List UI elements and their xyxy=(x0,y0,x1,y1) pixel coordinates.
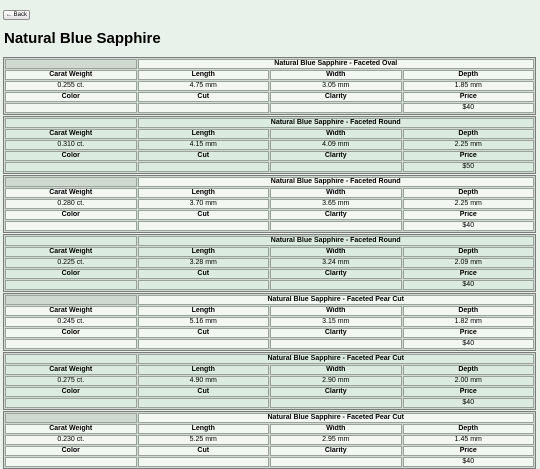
width-header: Width xyxy=(270,188,402,198)
stone-listing xyxy=(3,411,536,469)
length-header: Length xyxy=(138,306,270,316)
cut-value xyxy=(138,221,270,231)
page-title: Natural Blue Sapphire xyxy=(4,30,161,47)
stone-title: Natural Blue Sapphire - Faceted Oval xyxy=(138,59,535,69)
cut-header: Cut xyxy=(138,269,270,279)
depth-value: 2.25 mm xyxy=(403,140,535,150)
price-value: $40 xyxy=(403,103,535,113)
length-header: Length xyxy=(138,129,270,139)
clarity-value xyxy=(270,162,402,172)
color-header: Color xyxy=(5,92,137,102)
price-header: Price xyxy=(403,446,535,456)
depth-header: Depth xyxy=(403,365,535,375)
price-header: Price xyxy=(403,269,535,279)
stone-title: Natural Blue Sapphire - Faceted Pear Cut xyxy=(138,413,535,423)
length-value: 3.70 mm xyxy=(138,199,270,209)
length-value: 4.75 mm xyxy=(138,81,270,91)
color-header: Color xyxy=(5,446,137,456)
cut-value xyxy=(138,280,270,290)
clarity-header: Clarity xyxy=(270,446,402,456)
cut-header: Cut xyxy=(138,328,270,338)
color-value xyxy=(5,103,137,113)
width-header: Width xyxy=(270,70,402,80)
length-value: 4.15 mm xyxy=(138,140,270,150)
stone-listing xyxy=(3,57,536,115)
price-value: $40 xyxy=(403,280,535,290)
carat-weight-header: Carat Weight xyxy=(5,247,137,257)
cut-header: Cut xyxy=(138,92,270,102)
length-header: Length xyxy=(138,70,270,80)
carat-weight-header: Carat Weight xyxy=(5,424,137,434)
depth-value: 2.25 mm xyxy=(403,199,535,209)
carat-weight-header: Carat Weight xyxy=(5,365,137,375)
price-value: $40 xyxy=(403,221,535,231)
price-header: Price xyxy=(403,328,535,338)
cut-header: Cut xyxy=(138,387,270,397)
depth-header: Depth xyxy=(403,424,535,434)
depth-header: Depth xyxy=(403,306,535,316)
carat-weight-value: 0.245 ct. xyxy=(5,317,137,327)
length-header: Length xyxy=(138,424,270,434)
title-spacer-cell xyxy=(5,354,137,364)
depth-value: 2.00 mm xyxy=(403,376,535,386)
carat-weight-header: Carat Weight xyxy=(5,129,137,139)
clarity-value xyxy=(270,103,402,113)
cut-value xyxy=(138,339,270,349)
stone-title: Natural Blue Sapphire - Faceted Pear Cut xyxy=(138,354,535,364)
width-value: 2.90 mm xyxy=(270,376,402,386)
clarity-header: Clarity xyxy=(270,92,402,102)
clarity-header: Clarity xyxy=(270,210,402,220)
carat-weight-header: Carat Weight xyxy=(5,306,137,316)
carat-weight-value: 0.280 ct. xyxy=(5,199,137,209)
color-value xyxy=(5,221,137,231)
title-spacer-cell xyxy=(5,413,137,423)
clarity-value xyxy=(270,339,402,349)
stone-title: Natural Blue Sapphire - Faceted Round xyxy=(138,118,535,128)
cut-header: Cut xyxy=(138,210,270,220)
price-header: Price xyxy=(403,387,535,397)
title-spacer-cell xyxy=(5,295,137,305)
stone-title: Natural Blue Sapphire - Faceted Round xyxy=(138,177,535,187)
clarity-value xyxy=(270,398,402,408)
width-header: Width xyxy=(270,365,402,375)
cut-header: Cut xyxy=(138,446,270,456)
price-header: Price xyxy=(403,151,535,161)
stone-title: Natural Blue Sapphire - Faceted Pear Cut xyxy=(138,295,535,305)
color-value xyxy=(5,457,137,467)
depth-value: 2.09 mm xyxy=(403,258,535,268)
carat-weight-header: Carat Weight xyxy=(5,188,137,198)
clarity-value xyxy=(270,221,402,231)
clarity-header: Clarity xyxy=(270,151,402,161)
carat-weight-value: 0.255 ct. xyxy=(5,81,137,91)
clarity-header: Clarity xyxy=(270,269,402,279)
carat-weight-value: 0.230 ct. xyxy=(5,435,137,445)
stone-listing xyxy=(3,293,536,351)
depth-value: 1.85 mm xyxy=(403,81,535,91)
back-button[interactable]: ← Back xyxy=(3,10,30,20)
color-header: Color xyxy=(5,210,137,220)
width-value: 3.24 mm xyxy=(270,258,402,268)
width-header: Width xyxy=(270,306,402,316)
length-value: 5.25 mm xyxy=(138,435,270,445)
depth-header: Depth xyxy=(403,188,535,198)
stone-listing xyxy=(3,352,536,410)
color-value xyxy=(5,398,137,408)
stone-listing xyxy=(3,234,536,292)
cut-value xyxy=(138,457,270,467)
title-spacer-cell xyxy=(5,177,137,187)
stone-listing xyxy=(3,175,536,233)
price-value: $40 xyxy=(403,457,535,467)
title-spacer-cell xyxy=(5,118,137,128)
title-spacer-cell xyxy=(5,59,137,69)
width-header: Width xyxy=(270,129,402,139)
carat-weight-header: Carat Weight xyxy=(5,70,137,80)
color-header: Color xyxy=(5,387,137,397)
clarity-value xyxy=(270,280,402,290)
price-header: Price xyxy=(403,210,535,220)
price-value: $40 xyxy=(403,398,535,408)
depth-value: 1.45 mm xyxy=(403,435,535,445)
width-value: 3.15 mm xyxy=(270,317,402,327)
color-value xyxy=(5,162,137,172)
clarity-header: Clarity xyxy=(270,387,402,397)
length-value: 3.28 mm xyxy=(138,258,270,268)
cut-value xyxy=(138,162,270,172)
cut-value xyxy=(138,398,270,408)
depth-header: Depth xyxy=(403,70,535,80)
carat-weight-value: 0.275 ct. xyxy=(5,376,137,386)
length-value: 4.90 mm xyxy=(138,376,270,386)
cut-value xyxy=(138,103,270,113)
price-header: Price xyxy=(403,92,535,102)
color-value xyxy=(5,280,137,290)
length-header: Length xyxy=(138,365,270,375)
length-header: Length xyxy=(138,247,270,257)
width-header: Width xyxy=(270,247,402,257)
clarity-value xyxy=(270,457,402,467)
clarity-header: Clarity xyxy=(270,328,402,338)
stone-list xyxy=(3,57,537,469)
depth-value: 1.82 mm xyxy=(403,317,535,327)
color-header: Color xyxy=(5,269,137,279)
color-header: Color xyxy=(5,151,137,161)
depth-header: Depth xyxy=(403,129,535,139)
stone-title: Natural Blue Sapphire - Faceted Round xyxy=(138,236,535,246)
depth-header: Depth xyxy=(403,247,535,257)
color-value xyxy=(5,339,137,349)
width-value: 3.05 mm xyxy=(270,81,402,91)
width-value: 4.09 mm xyxy=(270,140,402,150)
carat-weight-value: 0.310 ct. xyxy=(5,140,137,150)
title-spacer-cell xyxy=(5,236,137,246)
price-value: $50 xyxy=(403,162,535,172)
color-header: Color xyxy=(5,328,137,338)
carat-weight-value: 0.225 ct. xyxy=(5,258,137,268)
stone-listing xyxy=(3,116,536,174)
length-header: Length xyxy=(138,188,270,198)
length-value: 5.16 mm xyxy=(138,317,270,327)
width-value: 3.65 mm xyxy=(270,199,402,209)
price-value: $40 xyxy=(403,339,535,349)
width-value: 2.95 mm xyxy=(270,435,402,445)
width-header: Width xyxy=(270,424,402,434)
cut-header: Cut xyxy=(138,151,270,161)
